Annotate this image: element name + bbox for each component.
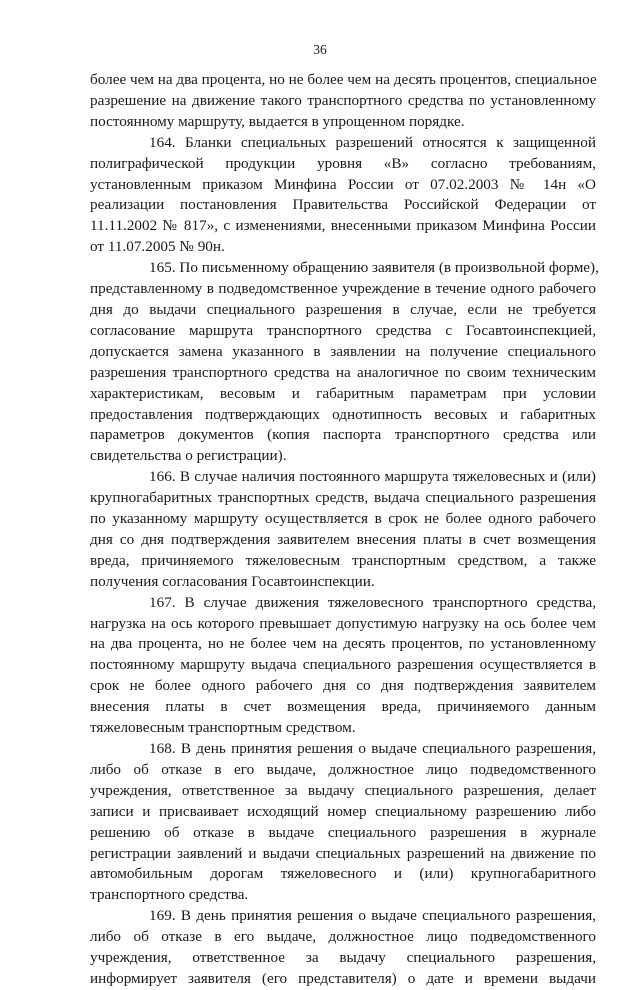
paragraph-p164	[90, 133, 596, 258]
text-line: внесения платы в счет возмещения вреда, причиняемого данным	[90, 698, 596, 716]
paragraph-p165	[90, 258, 599, 467]
text-line: разрешение на движение такого транспортного средства по установленному	[90, 91, 596, 109]
text-line: постоянному маршруту, выдается в упрощенном порядке.	[90, 112, 465, 130]
text-line: 168. В день принятия решения о выдаче специального разрешения,	[149, 740, 596, 757]
text-line: на два процента, но не более чем на десять процентов, по установленному	[90, 635, 596, 653]
text-line: учреждения, ответственное за выдачу специального разрешения, делает	[90, 781, 596, 799]
paragraph-p169	[90, 906, 596, 990]
text-line: характеристикам, весовым и габаритным параметрам при условии	[90, 384, 596, 402]
text-line: информирует заявителя (его представителя) о дате и времени выдачи	[90, 969, 596, 987]
text-line: дня со дня подтверждения заявителем внесения платы в счет возмещения	[90, 530, 596, 548]
text-line: получения согласования Госавтоинспекции.	[90, 572, 375, 590]
paragraph-cont	[90, 70, 596, 133]
text-line: по указанному маршруту осуществляется в срок не более одного рабочего	[90, 510, 596, 528]
text-line: срок не более одного рабочего дня со дня подтверждения заявителем	[90, 677, 596, 695]
text-line: свидетельства о регистрации).	[90, 447, 287, 465]
text-line: согласование маршрута транспортного средства с Госавтоинспекцией,	[90, 321, 596, 339]
paragraph-p168	[90, 739, 596, 906]
text-line: либо об отказе в его выдаче, должностное лицо подведомственного	[90, 760, 596, 778]
text-line: нагрузка на ось которого превышает допустимую нагрузку на ось более чем	[90, 614, 596, 632]
text-line: представленному в подведомственное учреждение в течение одного рабочего	[90, 280, 596, 298]
text-line: разрешения транспортного средства на аналогичное по своим техническим	[90, 363, 596, 381]
text-line: 169. В день принятия решения о выдаче специального разрешения,	[149, 907, 596, 925]
text-line: предоставления подтверждающих однотипность весовых и габаритных	[90, 405, 596, 423]
text-line: автомобильным дорогам тяжеловесного и (или) крупногабаритного	[90, 865, 596, 883]
text-line: полиграфической продукции уровня «В» согласно требованиям,	[90, 154, 596, 172]
document-body	[90, 70, 599, 990]
text-line: 167. В случае движения тяжеловесного транспортного средства,	[149, 593, 596, 611]
text-line: допускается замена указанного в заявлении на получение специального	[90, 342, 596, 360]
text-line: вреда, причиняемого тяжеловесным транспортным средством, а также	[90, 551, 596, 569]
text-line: крупногабаритных транспортных средств, выдача специального разрешения	[90, 489, 596, 507]
page-number: 36	[313, 42, 327, 57]
text-line: решению об отказе в выдаче специального разрешения в журнале	[90, 823, 596, 841]
paragraph-p166	[90, 467, 596, 592]
text-line: более чем на два процента, но не более чем на десять процентов, специальное	[90, 71, 597, 88]
text-line: дня до выдачи специального разрешения в случае, если не требуется	[90, 300, 596, 318]
text-line: 165. По письменному обращению заявителя (в произвольной форме),	[149, 259, 599, 277]
text-line: тяжеловесным транспортным средством.	[90, 719, 356, 737]
text-line: параметров документов (копия паспорта транспортного средства или	[90, 426, 596, 444]
text-line: регистрации заявлений и выдачи специальных разрешений на движение по	[90, 844, 596, 862]
text-line: от 11.07.2005 № 90н.	[90, 238, 225, 256]
text-line: 11.11.2002 № 817», с изменениями, внесенными приказом Минфина России	[90, 217, 596, 235]
text-line: реализации постановления Правительства Российской Федерации от	[90, 196, 596, 214]
text-line: 166. В случае наличия постоянного маршрута тяжеловесных и (или)	[149, 468, 596, 486]
text-line: транспортного средства.	[90, 886, 249, 904]
text-line: установленным приказом Минфина России от 07.02.2003 № 14н «О	[90, 175, 596, 193]
paragraph-p167	[90, 593, 596, 739]
text-line: записи и присваивает исходящий номер специальному разрешению либо	[90, 802, 596, 820]
text-line: постоянному маршруту выдача специального разрешения осуществляется в	[90, 656, 596, 674]
text-line: учреждения, ответственное за выдачу специального разрешения,	[90, 949, 596, 967]
text-line: либо об отказе в его выдаче, должностное лицо подведомственного	[90, 928, 596, 946]
text-line: 164. Бланки специальных разрешений относятся к защищенной	[149, 133, 596, 151]
